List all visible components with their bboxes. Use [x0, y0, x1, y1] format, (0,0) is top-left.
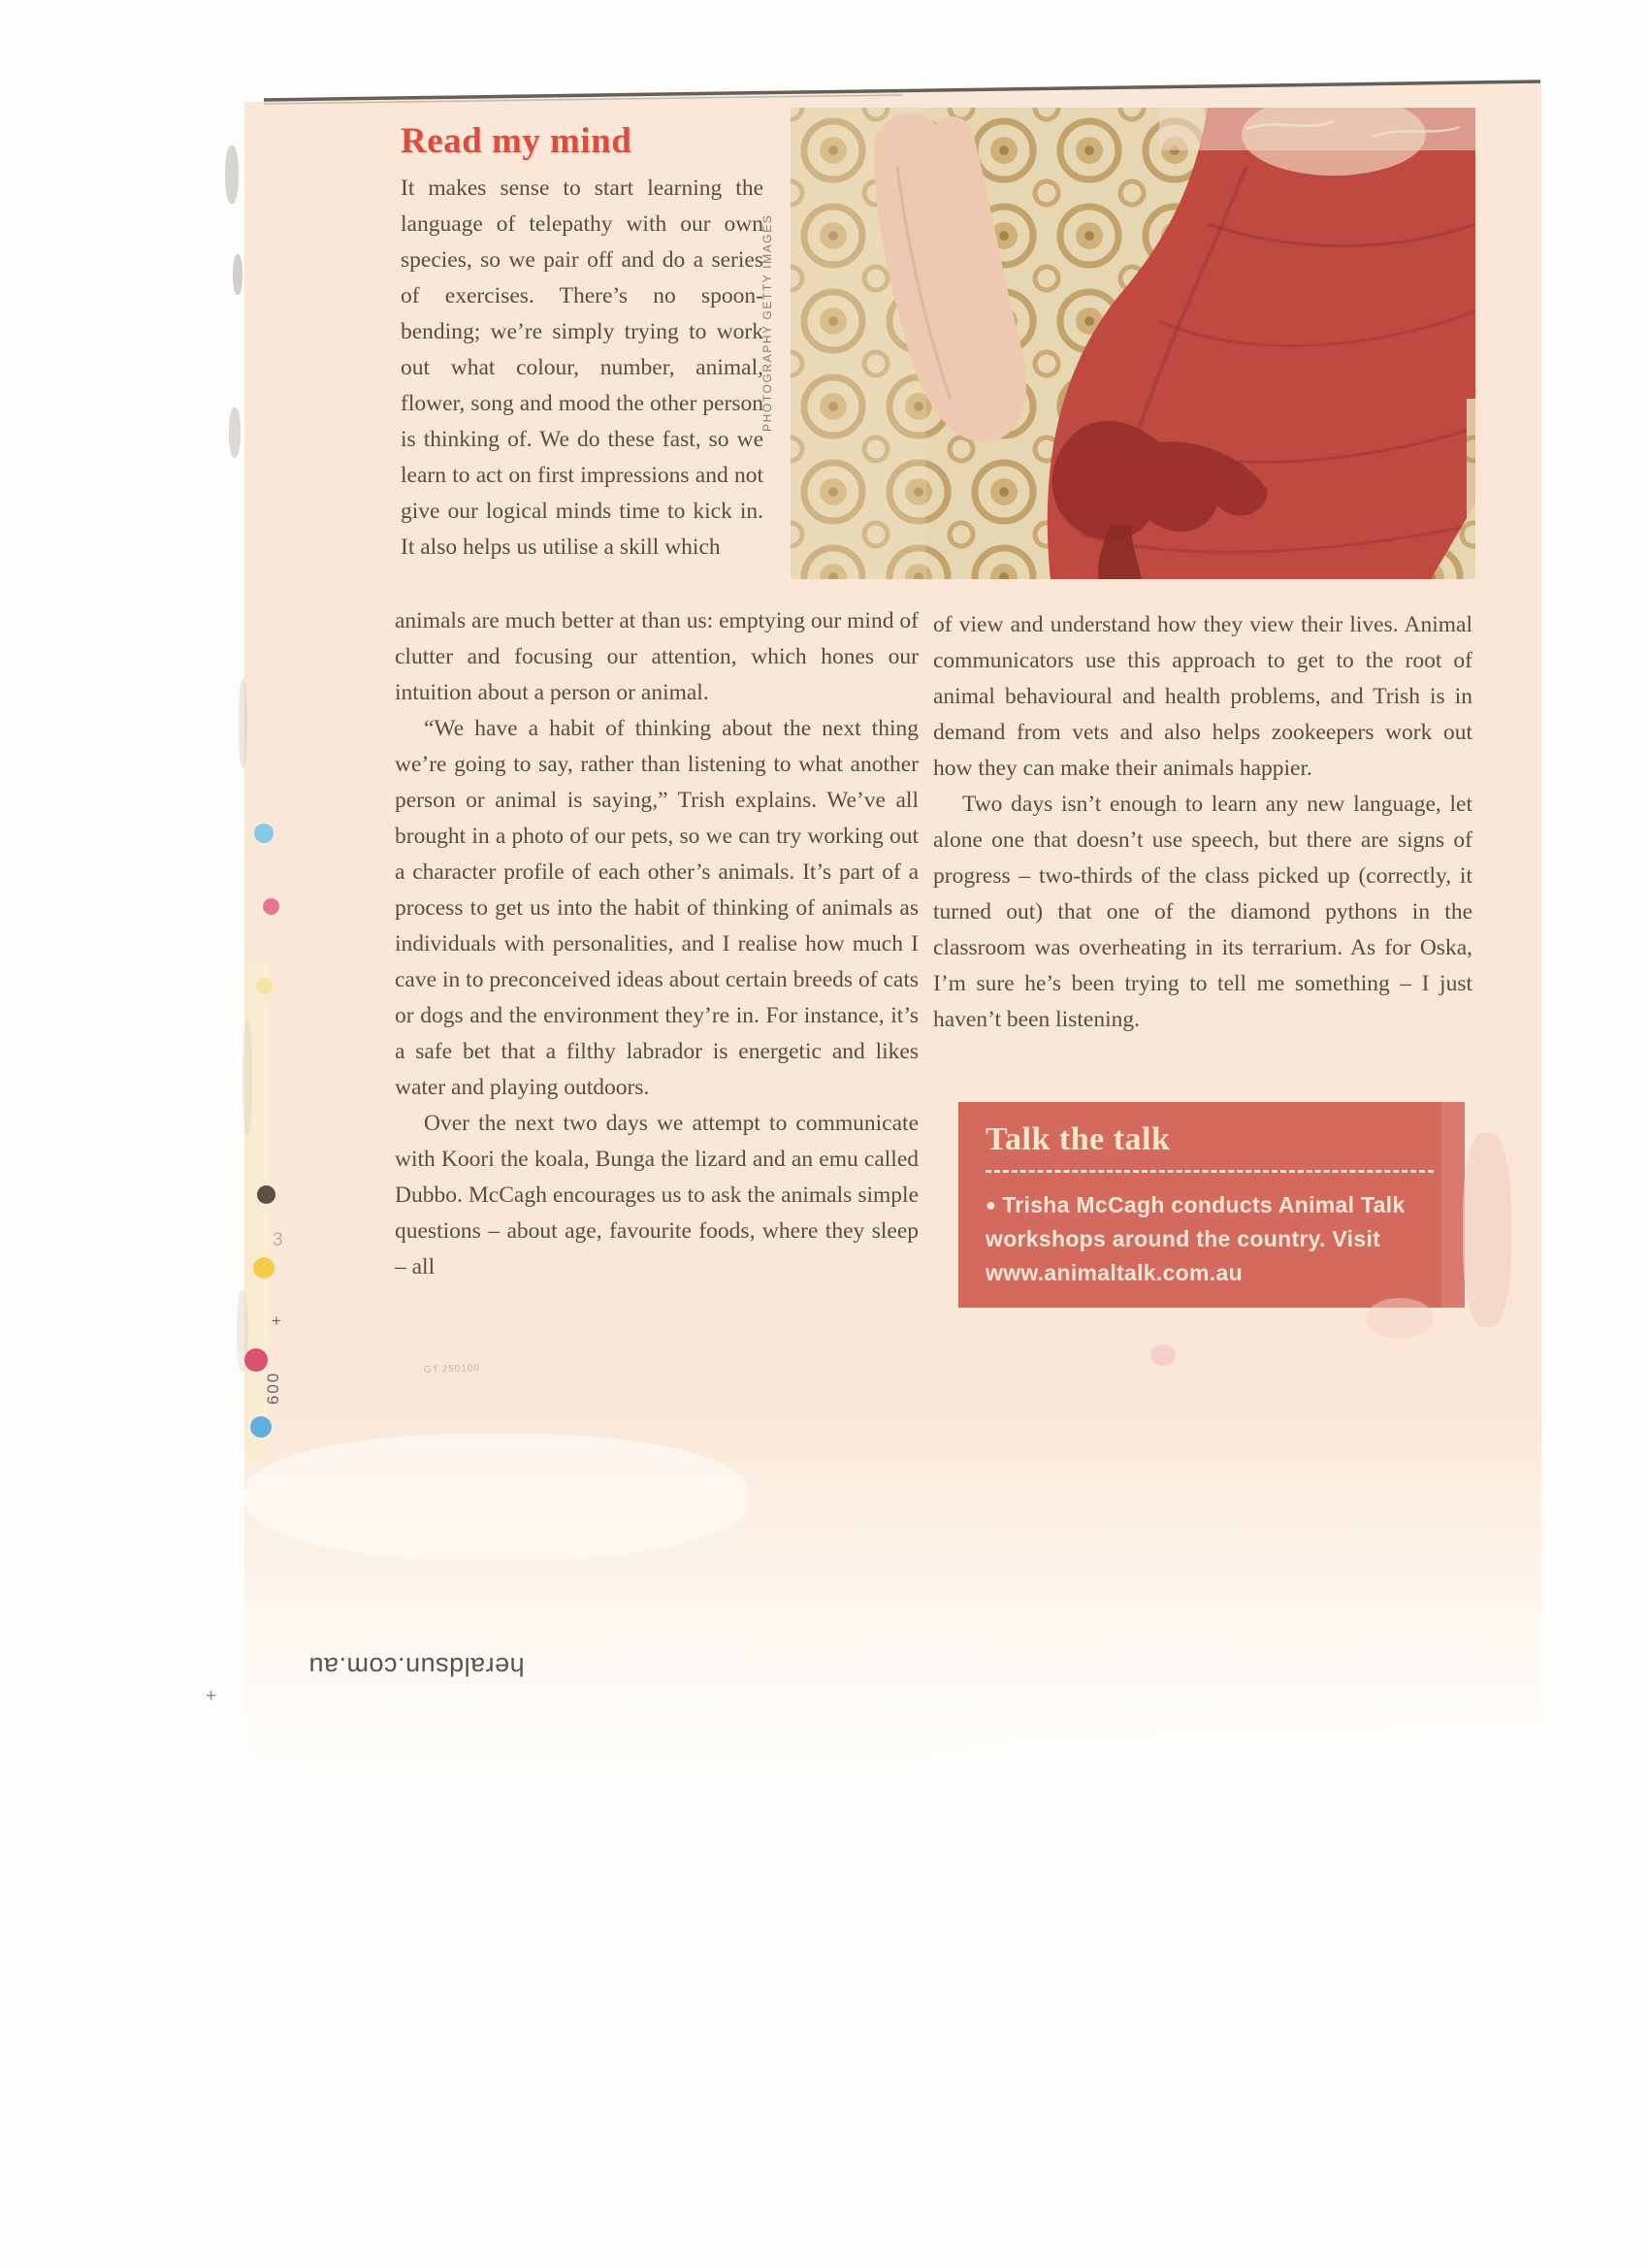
paragraph-3: Over the next two days we attempt to communicate with Koori the koala, Bunga the lizard and an emu called Dubbo. McCagh encourages us to ask the animals simple questions – about age, favourite foods, where they sleep – all — [395, 1111, 919, 1280]
talkbox-text: Trisha McCagh conducts Animal Talk workshops around the country. Visit www.animaltalk.com.au — [986, 1192, 1406, 1285]
registration-dot — [253, 1257, 275, 1279]
pink-smudge — [1150, 1345, 1176, 1366]
scan-shadow — [1463, 1133, 1511, 1327]
pink-smudge — [1366, 1298, 1434, 1339]
registration-dot — [263, 898, 279, 915]
registration-dot — [256, 978, 273, 994]
talk-the-talk-box — [958, 1102, 1465, 1308]
torn-edge-smudge — [229, 407, 241, 458]
paper-fade-patch — [244, 1434, 749, 1560]
talkbox-body — [986, 1188, 1412, 1290]
photo-credit: PHOTOGRAPHY GETTY IMAGES — [760, 213, 774, 432]
torn-edge-smudge — [242, 1019, 252, 1135]
article-column-left — [395, 603, 919, 1285]
paragraph-intro-continued: animals are much better at than us: emptying our mind of clutter and focusing our attention, which hones our intuition about a person or animal. — [395, 608, 919, 705]
paragraph-intro: It makes sense to start learning the language of telepathy with our own species, so we pair off and do a series of exercises. There’s no spoon-bending; we’re simply trying to work out what colour, number, animal, flower, song and mood the other person is thinking of. We do these fast, so we learn to act on first impressions and not give our logical minds time to kick in. It also helps us utilise a skill which — [401, 176, 763, 560]
article-headline: Read my mind — [401, 121, 632, 161]
paragraph-right-2: Two days isn’t enough to learn any new language, let alone one that doesn’t use speech, but there are signs of progress – two-thirds of the class picked up (correctly, it turned out) that one of the diamond pythons in the classroom was overheating in its terrarium. As for Oska, I’m sure he’s been trying to tell me something – I just haven’t been listening. — [933, 792, 1472, 1032]
torn-edge-smudge — [233, 254, 242, 295]
article-column-right — [933, 607, 1472, 1038]
website-footer: heraldsun.com.au — [308, 1652, 525, 1681]
talkbox-dashed-divider — [986, 1170, 1434, 1173]
photo-illustration — [791, 108, 1475, 579]
paragraph-2: “We have a habit of thinking about the next thing we’re going to say, rather than listening to what another person or animal is saying,” Trish explains. We’ve all brought in a photo of our pets, so we can try working out a character profile of each other’s animals. It’s part of a process to get us into the habit of thinking of animals as individuals with personalities, and I realise how much I cave in to preconceived ideas about certain breeds of cats or dogs and the environment they’re in. For instance, it’s a safe bet that a filthy labrador is energetic and likes water and playing outdoors. — [395, 716, 919, 1100]
registration-dot — [257, 1185, 275, 1204]
talkbox-title: Talk the talk — [986, 1121, 1171, 1157]
crop-mark-plus-bottom: + — [206, 1686, 217, 1706]
registration-dot — [254, 824, 274, 843]
print-code: GT.250100 — [423, 1362, 481, 1377]
edge-numeral: 3 — [273, 1230, 283, 1250]
registration-dot — [250, 1416, 272, 1438]
torn-edge-smudge — [239, 679, 247, 768]
edge-press-number: 600 — [264, 1371, 282, 1405]
torn-edge-smudge — [225, 146, 239, 204]
paragraph-right-1: of view and understand how they view their lives. Animal communicators use this approach to get to the root of animal behavioural and health problems, and Trish is in demand from vets and also helps zookeepers work out how they can make their animals happier. — [933, 612, 1472, 781]
talkbox-edge-highlight — [1441, 1102, 1465, 1308]
crop-mark-plus: + — [272, 1312, 281, 1330]
article-photo — [791, 108, 1475, 579]
article-column-narrow — [401, 171, 763, 566]
bullet-icon: ● — [986, 1195, 997, 1215]
